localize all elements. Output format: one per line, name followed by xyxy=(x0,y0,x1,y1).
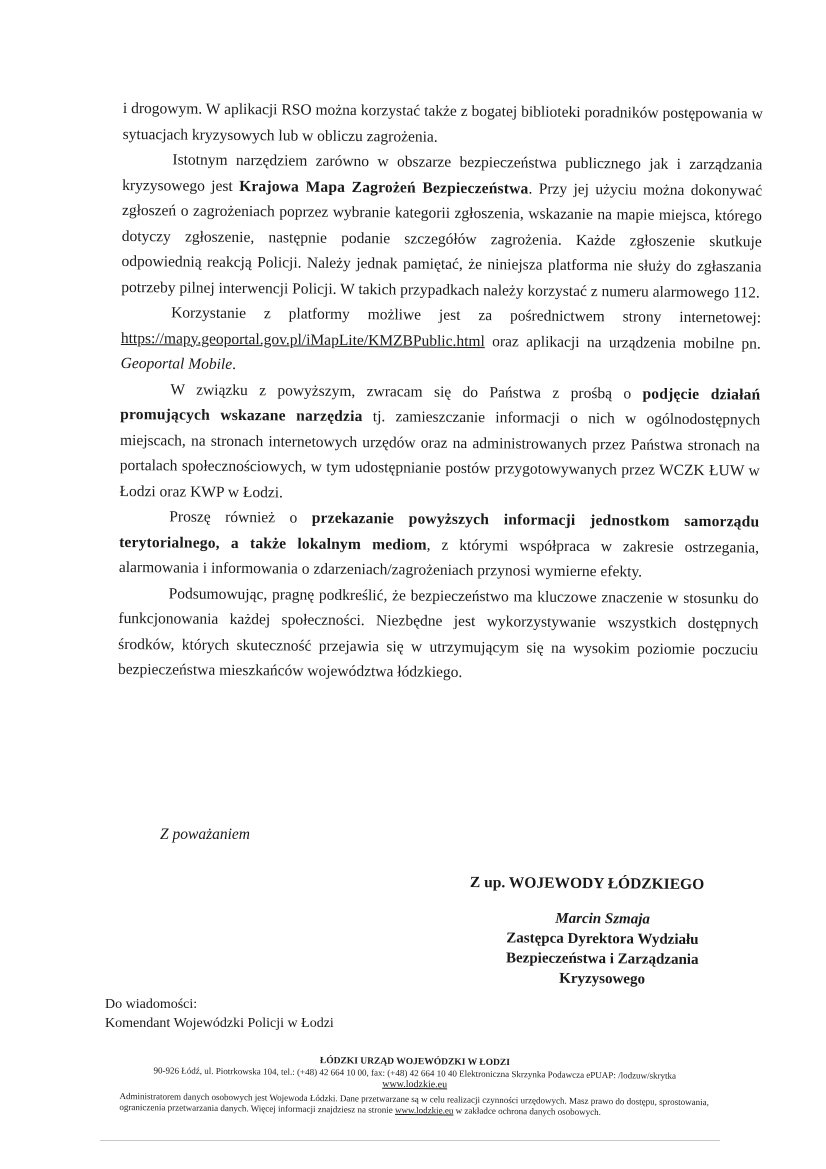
paragraph-4-text: W związku z powyższym, zwracam się do Państwa z prośbą o xyxy=(170,380,643,403)
footer-gdpr-notice xyxy=(119,1091,709,1119)
gdpr-text: Administratorem danych osobowych jest Wojewoda Łódzki. Dane przetwarzane są w celu realizacji czynności urzędowych. Masz prawo do dostępu, sprostowania, ograniczenia przetwarzania danych. Więcej informacji znajdziesz na stronie xyxy=(119,1090,710,1115)
footer-address: 90-926 Łódź, ul. Piotrkowska 104, tel.: (+48) 42 664 10 00, fax: (+48) 42 664 10 40 Elektroniczna Skrzynka Podawcza ePUAP: /lodzuw/skrytka xyxy=(153,1065,677,1081)
scan-bottom-line xyxy=(100,1140,720,1141)
paragraph-2-text-after: . Przy jej użyciu można dokonywać zgłoszeń o zagrożeniach poprzez wybranie kategorii zgłoszenia, wskazanie na mapie miejsca, którego dotyczy zgłoszenie, następnie podanie szczegółów zagrożenia. Każde zgłoszenie skutkuje odpowiednią reakcją Policji. Należy jednak pamiętać, że niniejsza platforma nie służy do zgłaszania potrzeby pilnej interwencji Policji. W takich przypadkach należy korzystać z numeru alarmowego 112. xyxy=(121,180,763,302)
paragraph-1-text: i drogowym. W aplikacji RSO można korzystać także z bogatej biblioteki poradników postępowania w sytuacjach kryzysowych lub w obliczu zagrożenia. xyxy=(122,99,763,146)
closing: Z poważaniem xyxy=(160,826,250,843)
paragraph-3-text: Korzystanie z platformy możliwe jest za pośrednictwem strony internetowej: xyxy=(171,304,762,327)
footer-office-name: ŁÓDZKI URZĄD WOJEWÓDZKI W ŁODZI xyxy=(319,1056,510,1069)
kmzb-name: Krajowa Mapa Zagrożeń Bezpieczeństwa xyxy=(239,177,529,198)
request-forwarding: przekazanie powyższych informacji jednostkom samorządu terytorialnego, a także lokalnym mediom xyxy=(119,509,760,554)
paragraph-6 xyxy=(118,580,759,688)
gdpr-text-after: w zakładce ochrona danych osobowych. xyxy=(453,1105,601,1118)
kmzb-link[interactable]: https://mapy.geoportal.gov.pl/iMapLite/KMZBPublic.html xyxy=(120,329,485,350)
paragraph-4 xyxy=(119,376,760,509)
gdpr-link[interactable]: www.lodzkie.eu xyxy=(394,1104,454,1116)
paragraph-3-text-middle: oraz aplikacji na urządzenia mobilne pn. xyxy=(484,332,761,353)
paragraph-1 xyxy=(123,96,763,153)
paragraph-4-text-after: tj. zamieszczanie informacji o nich w ogólnodostępnych miejscach, na stronach internetowych urzędów oraz na administrowanych przez Państwa stronach na portalach społecznościowych, w tym udostępnianie postów przygotowywanych przez WCZK ŁUW w Łodzi oraz KWP w Łodzi. xyxy=(119,408,761,501)
signature-details xyxy=(487,908,718,990)
paragraph-2 xyxy=(121,147,762,306)
paragraph-5 xyxy=(119,504,760,586)
app-name: Geoportal Mobile xyxy=(120,354,233,373)
paragraph-6-text: Podsumowując, pragnę podkreślić, że bezpieczeństwo ma kluczowe znaczenie w stosunku do funkcjonowania każdej społeczności. Niezbędne jest wykorzystywanie wszystkich dostępnych środków, których skuteczność przejawia się w utrzymującym się na wysokim poziomie poczuciu bezpieczeństwa mieszkańców województwa łódzkiego. xyxy=(117,584,759,681)
signatory-role-line-2: Bezpieczeństwa i Zarządzania xyxy=(505,950,699,968)
letter-body xyxy=(118,96,763,688)
request-promotion: podjęcie działań promujących wskazane narzędzia xyxy=(120,385,761,426)
signatory-name: Marcin Szmaja xyxy=(555,910,650,928)
footer-website[interactable]: www.lodzkie.eu xyxy=(382,1078,448,1091)
signatory-role-line-1: Zastępca Dyrektora Wydziału xyxy=(506,930,699,948)
cc-block xyxy=(105,995,334,1033)
cc-heading: Do wiadomości: xyxy=(105,997,198,1012)
paragraph-2-text: Istotnym narzędziem zarówno w obszarze bezpieczeństwa publicznego jak i zarządzania kryzysowego jest xyxy=(122,151,763,195)
cc-recipient: Komendant Wojewódzki Policji w Łodzi xyxy=(105,1016,334,1031)
signature-block xyxy=(469,874,740,990)
footer xyxy=(119,1054,710,1119)
signatory-role-line-3: Kryzysowego xyxy=(559,970,646,988)
paragraph-5-text-after: , z którymi współpraca w zakresie ostrzegania, alarmowania i informowania o zdarzeniach/zagrożeniach przynosi wymierne efekty. xyxy=(118,536,760,581)
paragraph-3-text-after: . xyxy=(232,355,237,373)
paragraph-3 xyxy=(121,300,762,382)
signature-title: Z up. WOJEWODY ŁÓDZKIEGO xyxy=(469,874,705,894)
paragraph-5-text: Proszę również o xyxy=(169,508,312,527)
